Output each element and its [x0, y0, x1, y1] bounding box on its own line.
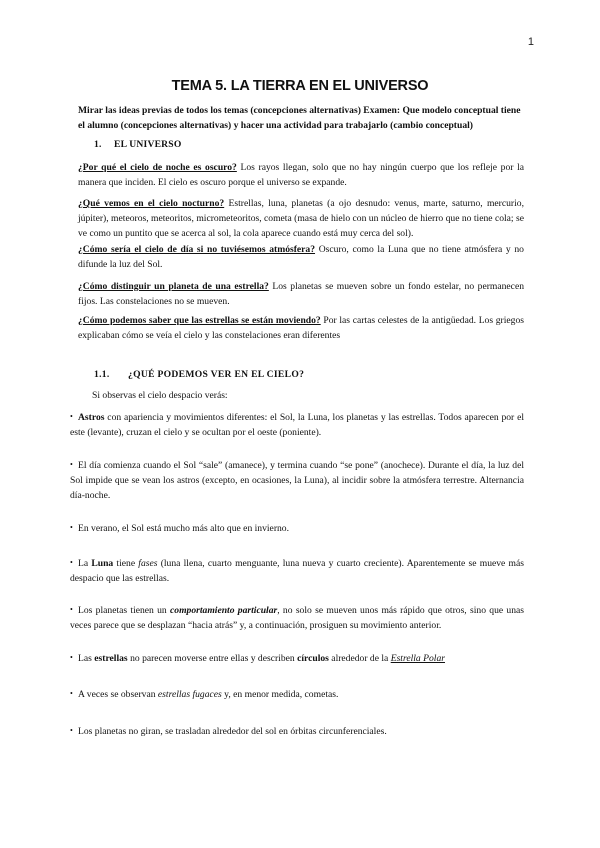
bold-term: círculos	[297, 653, 329, 664]
item-text: Los planetas tienen un	[78, 605, 171, 616]
list-item	[70, 557, 524, 587]
section-heading-universo	[94, 138, 540, 153]
list-item	[70, 688, 524, 703]
item-text: tiene	[113, 558, 139, 569]
item-text: La	[78, 558, 92, 569]
list-item	[70, 604, 524, 634]
item-text: Los planetas no giran, se trasladan alrededor del sol en órbitas circunferenciales.	[78, 726, 387, 737]
qa-item	[78, 243, 524, 273]
item-text: no parecen moverse entre ellas y describen	[127, 653, 298, 664]
bold-term: Astros	[78, 412, 105, 423]
bullet-icon: •	[70, 523, 73, 532]
question: ¿Cómo sería el cielo de día si no tuviésemos atmósfera?	[78, 244, 316, 255]
estrella-polar-link[interactable]: Estrella Polar	[390, 653, 445, 664]
list-item	[70, 459, 524, 504]
section-title: EL UNIVERSO	[114, 139, 182, 150]
italic-term: estrellas fugaces	[157, 689, 222, 700]
bold-term: comportamiento particular	[170, 605, 278, 616]
qa-item	[78, 280, 524, 310]
bullet-icon: •	[70, 689, 73, 698]
question: ¿Cómo podemos saber que las estrellas se están moviendo?	[78, 315, 321, 326]
question: ¿Qué vemos en el cielo nocturno?	[78, 198, 225, 209]
italic-term: fases	[138, 558, 158, 569]
answer: Estrellas, luna, planetas (a ojo desnudo: venus, marte, saturno, mercurio, júpiter), meteoros, meteoritos, micrometeoritos, cometa (masa de hielo con un núcleo de hierro que no tiene cola; se ve como un puntito que se acerca al sol, la cola aparece cuando está muy cerca del sol).	[78, 198, 524, 239]
bullet-icon: •	[70, 653, 73, 662]
list-item	[70, 725, 524, 740]
item-text: , no solo se mueven unos más rápido que otros, sino que unas veces parece que se desplazan “hacia atrás” y, a continuación, prosiguen su movimiento anterior.	[70, 605, 524, 631]
list-item	[70, 411, 524, 441]
page-number: 1	[527, 36, 534, 48]
section-number: 1.	[94, 139, 102, 150]
intro-note: Mirar las ideas previas de todos los temas (concepciones alternativas) Examen: Que modelo conceptual tiene el alumno (concepciones alternativas) y hacer una actividad para trabajarlo (cambio conceptual)	[78, 105, 521, 131]
bullet-icon: •	[70, 558, 73, 567]
bullet-icon: •	[70, 460, 73, 469]
item-text: alrededor de la	[328, 653, 391, 664]
section-heading-cielo	[94, 368, 540, 383]
qa-item	[78, 161, 524, 191]
item-text: y, en menor medida, cometas.	[221, 689, 339, 700]
section-title: ¿QUÉ PODEMOS VER EN EL CIELO?	[128, 369, 305, 380]
qa-item	[78, 197, 524, 242]
item-text: En verano, el Sol está mucho más alto que en invierno.	[78, 523, 290, 534]
item-text: Las	[78, 653, 95, 664]
qa-item	[78, 314, 524, 344]
answer: Los planetas se mueven sobre un fondo estelar, no permanecen fijos. Las constelaciones no se mueven.	[78, 281, 524, 307]
question: ¿Cómo distinguir un planeta de una estrella?	[78, 281, 269, 292]
answer: Por las cartas celestes de la antigüedad. Los griegos explicaban cómo se veía el cielo y las constelaciones eran diferentes	[78, 315, 524, 341]
lead-text: Si observas el cielo despacio verás:	[92, 390, 228, 401]
list-item	[70, 652, 524, 667]
item-text: con apariencia y movimientos diferentes: el Sol, la Luna, los planetas y las estrellas. Todos aparecen por el este (levante), cruzan el cielo y se ocultan por el oeste (poniente).	[70, 412, 524, 438]
bullet-icon: •	[70, 412, 73, 421]
answer: Oscuro, como la Luna que no tiene atmósfera y no difunde la luz del Sol.	[78, 244, 524, 270]
item-text: El día comienza cuando el Sol “sale” (amanece), y termina cuando “se pone” (anochece). Durante el día, la luz del Sol impide que se vean los astros (excepto, en ocasiones, la Luna), al incidir sobre la atmósfera terrestre. Alternancia día-noche.	[70, 460, 524, 501]
bullet-icon: •	[70, 726, 73, 735]
bold-term: estrellas	[94, 653, 128, 664]
bullet-icon: •	[70, 605, 73, 614]
section-number: 1.1.	[94, 369, 110, 380]
list-item	[70, 522, 524, 537]
item-text: A veces se observan	[78, 689, 158, 700]
answer: Los rayos llegan, solo que no hay ningún cuerpo que los refleje por la manera que inciden. El cielo es oscuro porque el universo se expande.	[78, 162, 524, 188]
question: ¿Por qué el cielo de noche es oscuro?	[78, 162, 237, 173]
bold-term: Luna	[91, 558, 114, 569]
item-text: (luna llena, cuarto menguante, luna nueva y cuarto creciente). Aparentemente se mueve más despacio que las estrellas.	[70, 558, 524, 584]
page-title: TEMA 5. LA TIERRA EN EL UNIVERSO	[171, 78, 429, 94]
